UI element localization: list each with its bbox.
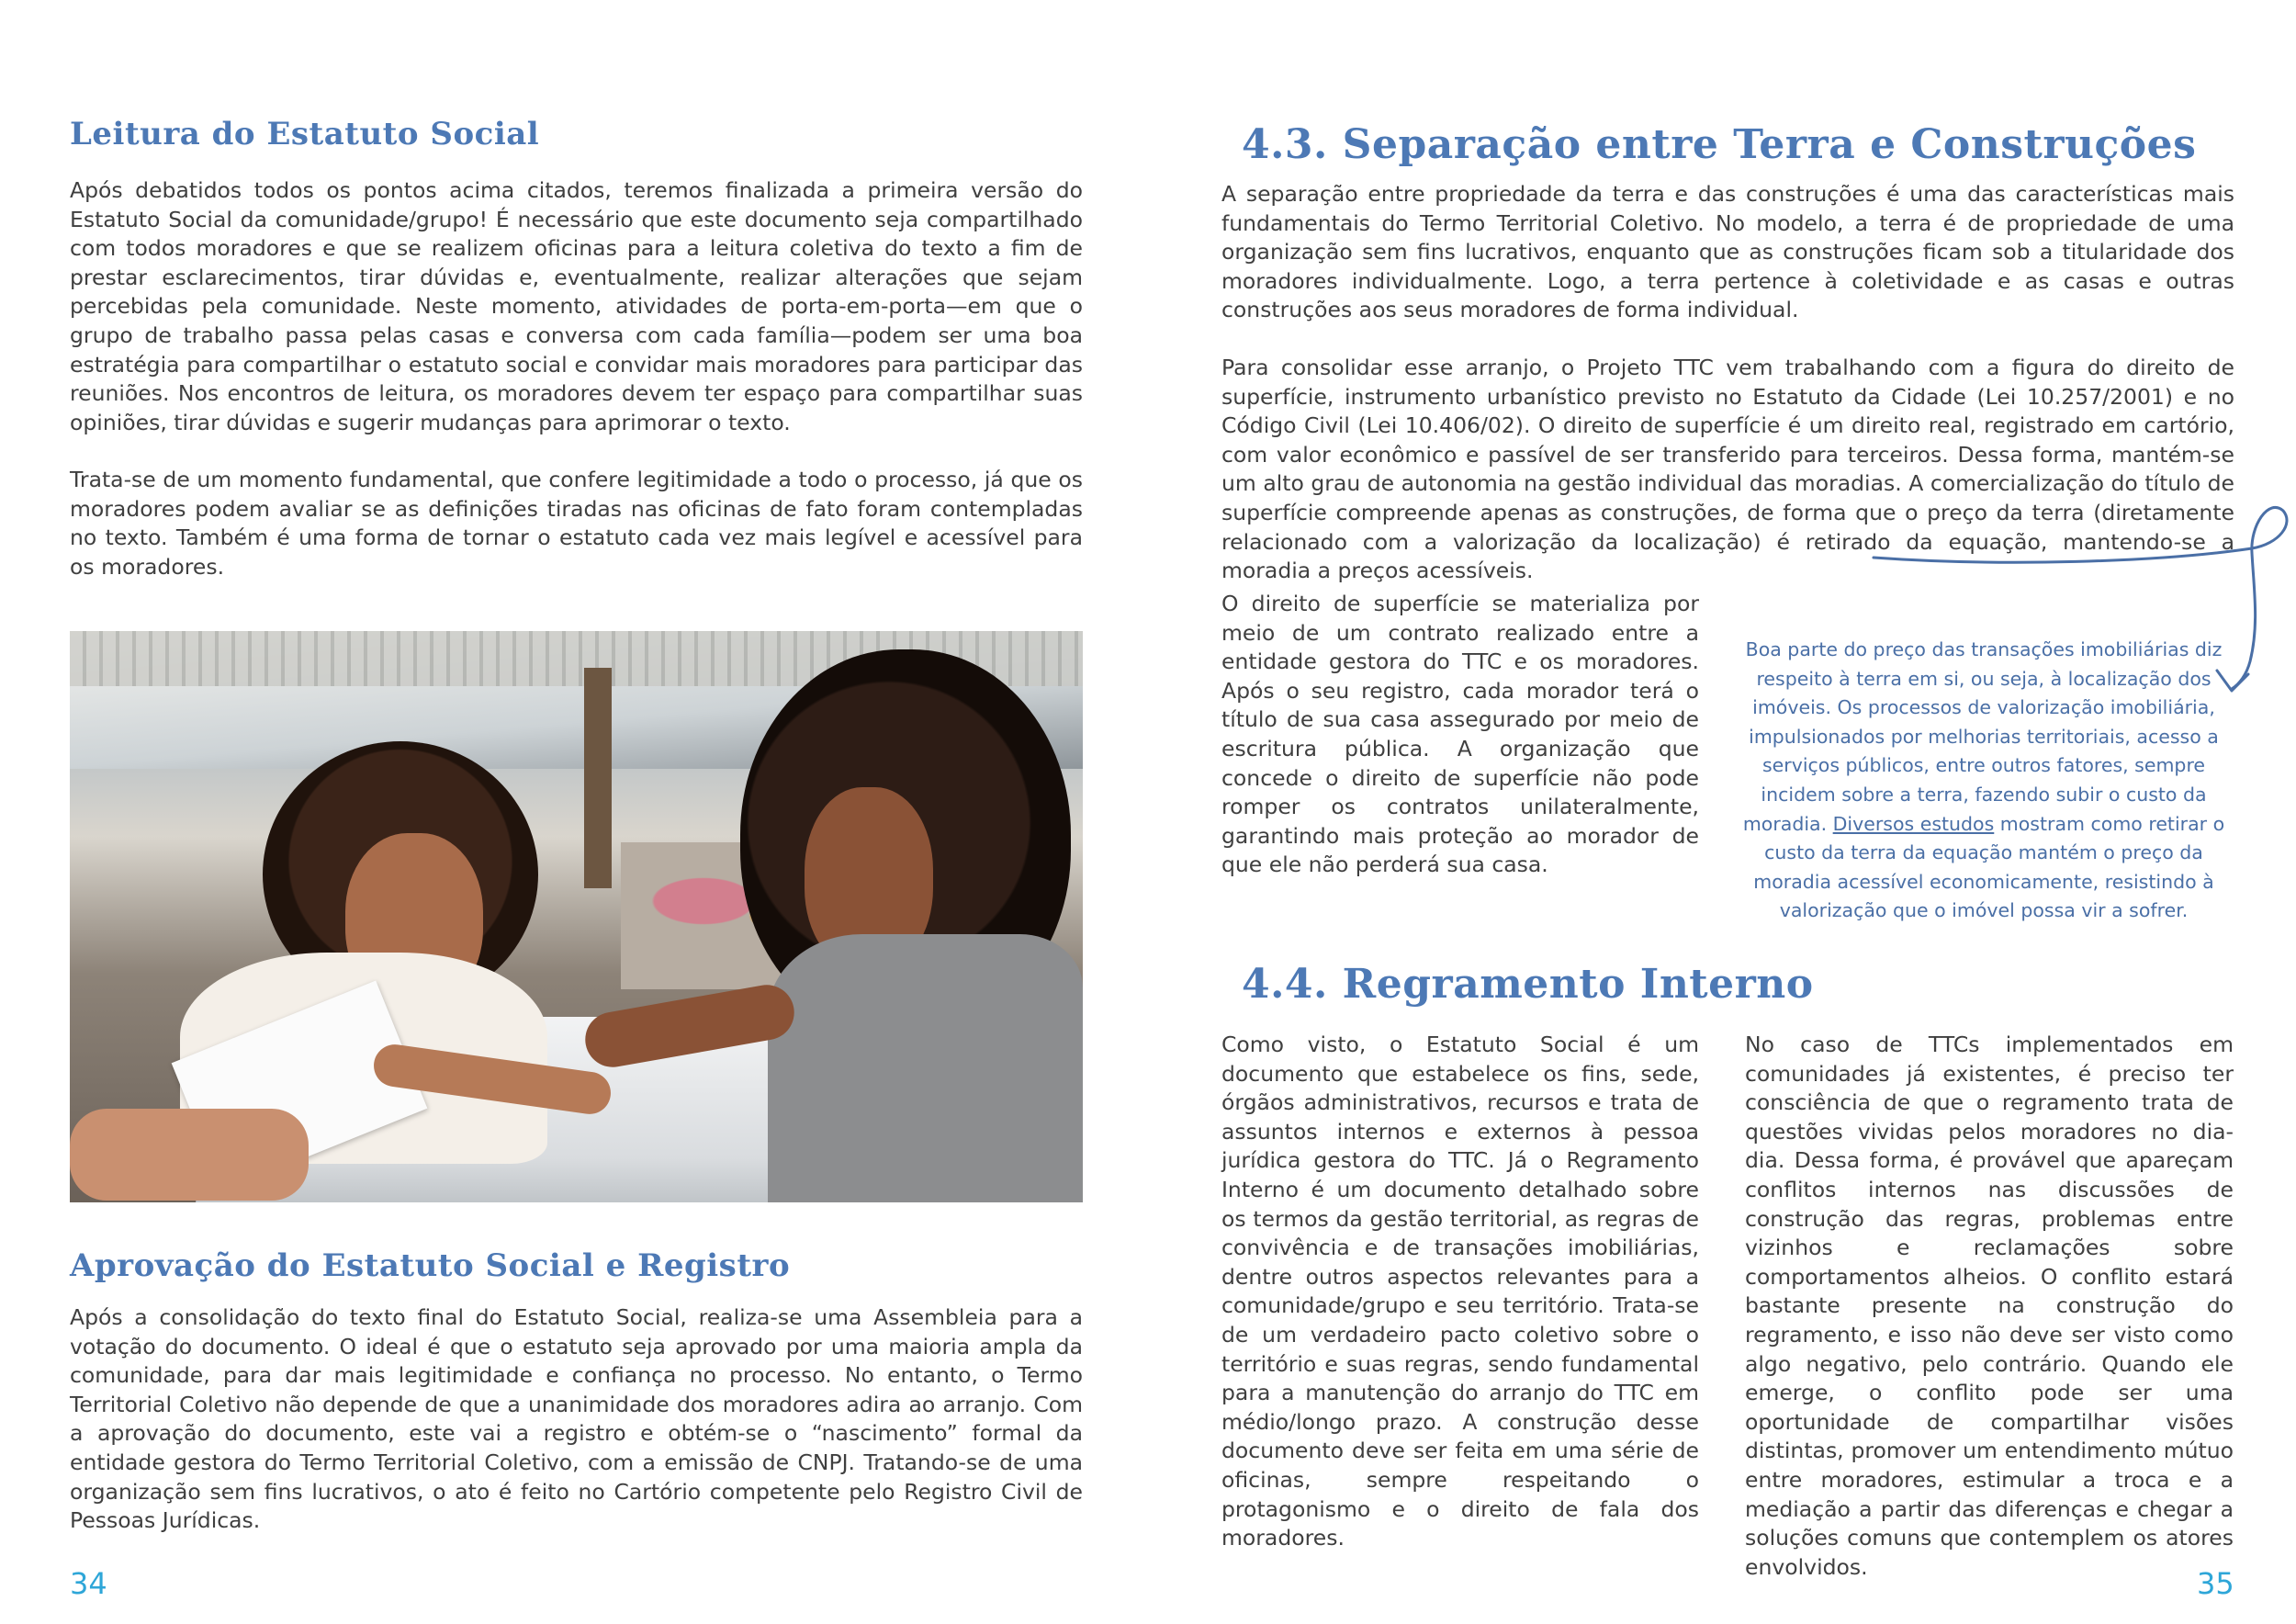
section-heading-aprovacao: Aprovação do Estatuto Social e Registro bbox=[70, 1247, 791, 1284]
handdrawn-arrow-icon bbox=[1855, 505, 2296, 716]
diversos-estudos-link[interactable]: Diversos estudos bbox=[1832, 812, 1995, 835]
leitura-paragraph-2: Trata-se de um momento fundamental, que confere legitimidade a todo o processo, já que os moradores podem avaliar se as definições tiradas nas oficinas de fato foram contempladas no texto. Também é uma forma de tornar o estatuto cada vez mais legível e acessível para os moradores. bbox=[70, 467, 1083, 580]
section-heading-4-4: 4.4. Regramento Interno bbox=[1242, 961, 1814, 1008]
side-note: Boa parte do preço das transações imobiliárias diz respeito à terra em si, ou seja, à localização dos imóveis. Os processos de valorização imobiliária, impulsionados por melhorias territoriais, acesso a serviços públicos, entre outros fatores, sempre incidem sobre a terra, fazendo subir o custo da moradia. Diversos estudos mostram como retirar o custo da terra da equação mantém o preço da moradia acessível economicamente, resistindo à valorização que o imóvel possa vir a sofrer. bbox=[1742, 638, 2225, 922]
page-number-right: 35 bbox=[2197, 1566, 2234, 1601]
regramento-column-2: No caso de TTCs implementados em comunidades já existentes, é preciso ter consciência de que o regramento trata de questões vividas pelos moradores no dia-dia. Dessa forma, é provável que apareçam conflitos internos nas discussões de construção das regras, problemas entre vizinhos e reclamações sobre comportamentos alheios. O conflito estará bastante presente na construção do regramento, e isso não deve ser visto como algo negativo, pelo contrário. Quando ele emerge, o conflito pode ser uma oportunidade de compartilhar visões distintas, promover um entendimento mútuo entre moradores, estimular a troca e a mediação a partir das diferenças e chegar a soluções comuns que contemplem os atores envolvidos. bbox=[1745, 1032, 2234, 1580]
workshop-photo bbox=[70, 631, 1083, 1202]
regramento-column-1: Como visto, o Estatuto Social é um documento que estabelece os fins, sede, órgãos administrativos, recursos e trata de assuntos internos e externos à pessoa jurídica gestora do TTC. Já o Regramento Interno é um documento detalhado sobre os termos da gestão territorial, as regras de convivência e de transações imobiliárias, dentre outros aspectos relevantes para a comunidade/grupo e seu território. Trata-se de um verdadeiro pacto coletivo sobre o território e suas regras, sendo fundamental para a manutenção do arranjo do TTC em médio/longo prazo. A construção desse documento deve ser feita em uma série de oficinas, sempre respeitando o protagonismo e o direito de fala dos moradores. bbox=[1221, 1032, 1699, 1551]
leitura-paragraph-1: Após debatidos todos os pontos acima citados, teremos finalizada a primeira versão do Estatuto Social da comunidade/grupo! É necessário que este documento seja compartilhado com todos moradores e que se realizem oficinas para a leitura coletiva do texto a fim de prestar esclarecimentos, tirar dúvidas e, eventualmente, realizar alterações que sejam percebidas pela comunidade. Neste momento, atividades de porta-em-porta—em que o grupo de trabalho passa pelas casas e conversa com cada família—podem ser uma boa estratégia para compartilhar o estatuto social e convidar mais moradores para participar das reuniões. Nos encontros de leitura, os moradores devem ter espaço para compartilhar suas opiniões, tirar dúvidas e sugerir mudanças para aprimorar o texto. bbox=[70, 177, 1083, 435]
section-heading-leitura: Leitura do Estatuto Social bbox=[70, 116, 540, 152]
page-number-left: 34 bbox=[70, 1566, 107, 1601]
section-heading-4-3: 4.3. Separação entre Terra e Construções bbox=[1242, 121, 2197, 168]
separacao-paragraph-2: Para consolidar esse arranjo, o Projeto TTC vem trabalhando com a figura do direito de superfície, instrumento urbanístico previsto no Estatuto da Cidade (Lei 10.257/2001) e no Código Civil (Lei 10.406/02). O direito de superfície é um direito real, registrado em cartório, com valor econômico e passível de ser transferido para terceiros. Dessa forma, mantém-se um alto grau de autonomia na gestão individual das moradias. A comercialização do título de superfície compreende apenas as construções, de forma que o preço da terra (diretamente relacionado com a valorização da localização) é retirado da equação, mantendo-se a moradia a preços acessíveis. bbox=[1221, 355, 2234, 584]
separacao-paragraph-3: O direito de superfície se materializa por meio de um contrato realizado entre a entidade gestora do TTC e os moradores. Após o seu registro, cada morador terá o título de sua casa assegurado por meio de escritura pública. A organização que concede o direito de superfície não pode romper os contratos unilateralmente, garantindo mais proteção ao morador de que ele não perderá sua casa. bbox=[1221, 591, 1699, 878]
aprovacao-paragraph: Após a consolidação do texto final do Estatuto Social, realiza-se uma Assembleia para a votação do documento. O ideal é que o estatuto seja aprovado por uma maioria ampla da comunidade, para dar mais legitimidade e confiança no processo. No entanto, o Termo Territorial Coletivo não depende de que a unanimidade dos moradores adira ao arranjo. Com a aprovação do documento, este vai a registro e obtém-se o “nascimento” formal da entidade gestora do Termo Territorial Coletivo, com a emissão de CNPJ. Tratando-se de uma organização sem fins lucrativos, o ato é feito no Cartório competente pelo Registro Civil de Pessoas Jurídicas. bbox=[70, 1304, 1083, 1534]
separacao-paragraph-1: A separação entre propriedade da terra e das construções é uma das características mais fundamentais do Termo Territorial Coletivo. No modelo, a terra é de propriedade de uma organização sem fins lucrativos, enquanto que as construções ficam sob a titularidade dos moradores individualmente. Logo, a terra pertence à coletividade e as casas e outras construções aos seus moradores de forma individual. bbox=[1221, 181, 2234, 323]
